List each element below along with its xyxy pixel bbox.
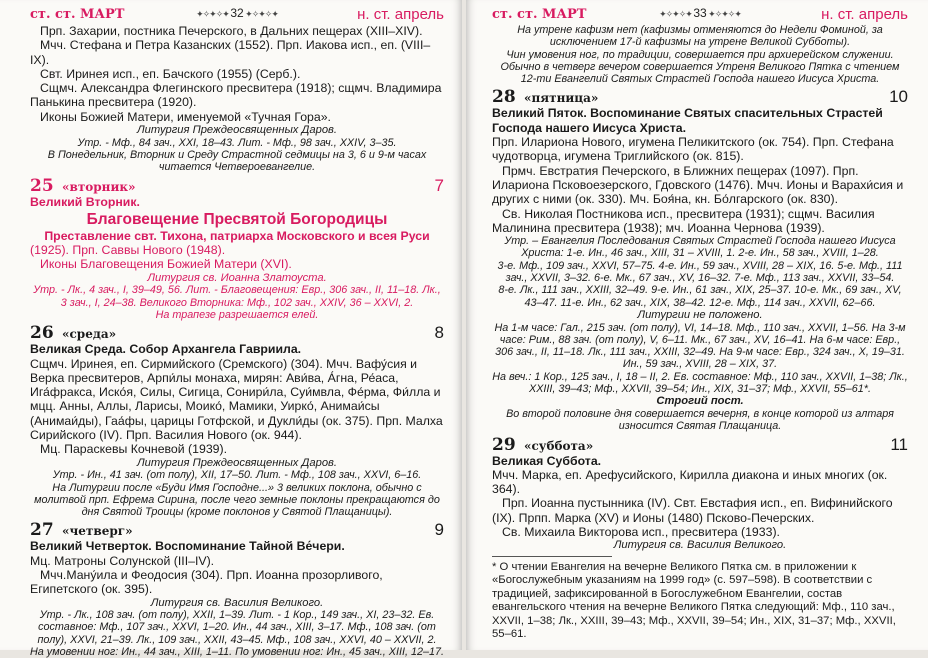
commemoration: Мчч. Марка, еп. Арефусийского, Кирилла диакона и иных многих (ок. 364). — [492, 467, 888, 497]
weekday: «среда» — [62, 327, 117, 342]
commemoration: (1925). Прп. Саввы Нового (1948). — [30, 243, 226, 258]
readings: Утр. - Лк., 108 зач. (от полу), XXII, 1–39. Лит. - 1 Кор., 149 зач., XI, 23–32. Ев. составное: Мф., 107 зач., XXVI, 1–20. Ин., 44 зач., XIII, 3–17. Мф., 108 зач. (от полу), XXVI, 21–39. Лк., 109 зач., XXII, 43–45. Мф., 108 зач., XXVI, 40 – XXVII, 2. — [37, 609, 437, 646]
feast-title: Благовещение Пресвятой Богородицы — [86, 210, 388, 228]
page-number — [196, 6, 278, 20]
day-title: Великая Суббота. — [492, 453, 602, 468]
readings: Утр. - Мф., 84 зач., XXI, 18–43. Лит. - Мф., 98 зач., XXIV, 3–35. — [77, 136, 397, 149]
new-style-day: 8 — [434, 323, 444, 343]
commemoration: Св. Николая Постникова исп., пресвитера (1931); сщмч. Василия Малинина пресвитера (1938); мч. Иоанна Чернова (1939). — [492, 206, 875, 235]
new-style-day: 7 — [434, 175, 444, 195]
commemoration: Мц. Параскевы Кочневой (1939). — [40, 442, 228, 457]
commemoration: Мчч.Ману́ила и Феодосия (304). Прп. Иоанна прозорливого, Египетского (ок. 395). — [30, 567, 383, 597]
commemoration: Мчч. Стефана и Петра Казанских (1552). Прп. Иакова исп., еп. (VIII–IX). — [30, 38, 431, 67]
day-title: Великий Пяток. Воспоминание Святых спасительных Страстей Господа нашего Иисуса Христа. — [492, 106, 883, 135]
commemoration: Прп. Иоанна пустынника (IV). Свт. Евстафия исп., еп. Вифинийского (IX). Прпп. Марка (XV) и Ионы (1480) Псково-Печерских. — [492, 496, 893, 525]
new-style-month: н. ст. апрель — [357, 6, 444, 23]
commemoration: Прп. Захарии, постника Печерского, в Дальних пещерах (XIII–XIV). — [40, 24, 423, 38]
commemoration: Сщмч. Иринея, еп. Сирмийского (Сремского) (304). Мчч. Вафу́сия и Верка пресвитеров, Арпи́лы монаха, мирян: Ави́ва, А́гна, Ре́аса, Ига́фракса, Иско́я, Силы, Сигица, Сонири́ла, Суи́мвла, Фе́рма, Фи́лла и мцц. Анны, Аллы, Ларисы, Моико́, Мамики, Уирко́, Анимаи́сы (Анимаи́ды), Гаа́фы, царицы Готфской, и Дукли́ды (ок. 375). Прп. Малха Сирийского (IV). Прп. Василия Нового (ок. 944). — [30, 356, 443, 443]
rubric-note: Во второй половине дня совершается вечерня, в конце которой из алтаря износится Святая Плащаница. — [506, 407, 894, 433]
old-style-month: ст. ст. МАРТ — [30, 7, 125, 22]
new-style-day: 10 — [889, 87, 908, 107]
readings: На умовении ног: Ин., 44 зач., XIII, 1–11. По умовении ног: Ин., 45 зач., XIII, 12–17. — [30, 646, 445, 658]
readings: На веч.: 1 Кор., 125 зач., I, 18 – II, 2. Ев. составное: Мф., 110 зач., XXVII, 1–38; Лк., XXIII, 39–43; Мф., XXVII, 39–54; Ин., XIX, 31–37; Мф., XXVII, 55–61*. — [492, 370, 908, 396]
day-title: Великий Четверток. Воспоминание Тайной Ве́чери. — [30, 539, 345, 554]
readings: На 1-м часе: Гал., 215 зач. (от полу), VI, 14–18. Мф., 110 зач., XXVII, 1–56. На 3-м часе: Рим., 88 зач. (от полу), V, 6–11. Мк., 67 зач., XV, 16–41. На 6-м часе: Евр., 306 зач., II, 11–18. Лк., 111 зач., XXIII, 32–49. На 9-м часе: Евр., 324 зач., X, 19–31. Ин., 59 зач., XVIII, 28 – XIX, 37. — [494, 321, 906, 371]
liturgy-note: Литургия св. Василия Великого. — [150, 596, 324, 609]
day-heading-29 — [492, 435, 908, 454]
commemoration: Иконы Божией Матери, именуемой «Тучная Гора». — [40, 109, 331, 124]
old-style-month: ст. ст. МАРТ — [492, 7, 587, 22]
day-number: 29 — [492, 434, 516, 455]
rubric-note: В Понедельник, Вторник и Среду Страстной седмицы на 3, 6 и 9-м часах читается Четвероевангелие. — [47, 148, 427, 174]
page-header — [30, 4, 444, 24]
readings: Утр. – Евангелия Последования Святых Страстей Господа нашего Иисуса Христа: 1-е. Ин., 46 зач., XIII, 31 – XVIII, 1. 2-е. Ин., 58 зач., XVIII, 1–28. — [504, 235, 896, 260]
feast-subtitle: Преставление свт. Тихона, патриарха Московского и всея Руси — [44, 228, 430, 243]
readings: 8-е. Лк., 111 зач., XXIII, 32–49. 9-е. Ин., 61 зач., XIX, 25–37. 10-е. Мк., 69 зач., XV, 43–47. 11-е. Ин., 62 зач., XIX, 38–42. 12-е. Мф., 114 зач., XXVII, 62–66. — [498, 284, 902, 309]
readings: 3-е. Мф., 109 зач., XXVI, 57–75. 4-е. Ин., 59 зач., XVIII, 28 – XIX, 16. 5-е. Мф., 111 зач., XXVII, 3–32. 6-е. Мк., 67 зач., XV, 16–32. 7-е. Мф., 113 зач., XXVII, 33–54. — [497, 259, 903, 285]
liturgy-note: Литургии не положено. — [637, 308, 763, 321]
commemoration: Свт. Иринея исп., еп. Бачского (1955) (Серб.). — [40, 66, 301, 81]
liturgy-note: Литургия св. Иоанна Златоуста. — [147, 271, 327, 284]
readings: Утр. - Ин., 41 зач. (от полу), XII, 17–50. Лит. - Мф., 108 зач., XXVI, 6–16. — [52, 469, 422, 482]
ornament-icon: ✦✧✦✧✦ — [243, 9, 278, 19]
commemoration: Сщмч. Александра Флегинского пресвитера (1918); сщмч. Владимира Панькина пресвитера (1920). — [30, 81, 442, 110]
weekday: «пятница» — [524, 91, 599, 106]
new-style-day: 9 — [434, 520, 444, 540]
rubric-note: На утрене кафизм нет (кафизмы отменяются до Недели Фоминой, за исключением 17-й кафизмы на утрене Великой Субботы). — [517, 24, 883, 49]
commemoration: Иконы Благовещения Божией Матери (XVI). — [40, 257, 292, 272]
commemoration: Мц. Матроны Солунской (III–IV). — [30, 553, 215, 568]
day-heading-28 — [492, 87, 908, 106]
right-page — [466, 0, 928, 650]
readings: Утр. - Лк., 4 зач., I, 39–49, 56. Лит. - Благовещения: Евр., 306 зач., II, 11–18. Лк., 3 зач., I, 24–38. Великого Вторника: Мф., 102 зач., XXIV, 36 – XXVI, 2. — [33, 284, 441, 309]
day-number: 28 — [492, 87, 516, 108]
left-page — [0, 0, 462, 658]
liturgy-note: Литургия св. Василия Великого. — [613, 539, 787, 552]
rubric-note: На Литургии после «Буди Имя Господне...» 3 великих поклона, обычно с молитвой прп. Ефрема Сирина, после чего земные поклоны прекращаются до дня Святой Троицы (кроме поклонов у Святой Плащаницы). — [34, 481, 440, 519]
liturgy-note: Литургия Преждеосвященных Даров. — [137, 124, 337, 137]
page-number-text: 33 — [693, 6, 707, 20]
day-number: 25 — [30, 175, 54, 196]
day-heading-26 — [30, 323, 444, 342]
footnote-divider — [492, 556, 612, 557]
rubric-note: Чин умовения ног, по традиции, совершается при архиерейском служении. — [506, 48, 894, 61]
day-title: Великая Среда. Собор Архангела Гавриила. — [30, 342, 302, 357]
commemoration: Прмч. Евстратия Печерского, в Ближних пещерах (1097). Прп. Илариона Псковоезерского, Гдовского (1476). Мчч. Ионы и Варахи́сия и других с ними (ок. 330). Мч. Боя́на, кн. Бо́лгарского (ок. 830). — [492, 163, 904, 207]
page-number-text: 32 — [230, 6, 244, 20]
new-style-day: 11 — [890, 434, 908, 454]
day-heading-25 — [30, 176, 444, 195]
fast-note: Строгий пост. — [656, 395, 744, 408]
weekday: «вторник» — [62, 179, 136, 194]
liturgy-note: Литургия Преждеосвященных Даров. — [137, 456, 337, 469]
ornament-icon: ✦✧✦✧✦ — [706, 9, 741, 19]
day-heading-27 — [30, 520, 444, 539]
day-number: 27 — [30, 520, 54, 541]
new-style-month: н. ст. апрель — [821, 6, 908, 23]
page-number — [659, 6, 741, 20]
day-number: 26 — [30, 323, 54, 344]
rubric-note: Обычно в четверг вечером совершается Утреня Великого Пятка с чтением 12-ти Евангелий Святых Страстей Господа нашего Иисуса Христа. — [500, 60, 900, 86]
page-header — [492, 4, 908, 24]
footnote: * О чтении Евангелия на вечерне Великого Пятка см. в приложении к «Богослужебным указаниям на 1999 год» (с. 597–598). В соответствии с традицией, зафиксированной в Богослужебном Евангелии, состав евангельского чтения на вечерне Великого Пятка следующий: Мф., 110 зач., XXVII, 1–38; Лк., XXIII, 39–43; Мф., XXVII, 39–54; Ин., XIX, 31–37; Мф., XXVII, 55–61. — [492, 560, 896, 640]
weekday: «суббота» — [524, 438, 594, 453]
commemoration: Прп. Илариона Нового, игумена Пеликитского (ок. 754). Прп. Стефана чудотворца, игумена Триглийского (ок. 815). — [492, 135, 894, 164]
ornament-icon: ✦✧✦✧✦ — [196, 9, 231, 19]
rubric-note: На трапезе разрешается елей. — [155, 308, 319, 321]
weekday: «четверг» — [62, 524, 133, 539]
day-title: Великий Вторник. — [30, 194, 140, 209]
ornament-icon: ✦✧✦✧✦ — [659, 9, 694, 19]
commemoration: Св. Михаила Викторова исп., пресвитера (1933). — [502, 524, 780, 539]
